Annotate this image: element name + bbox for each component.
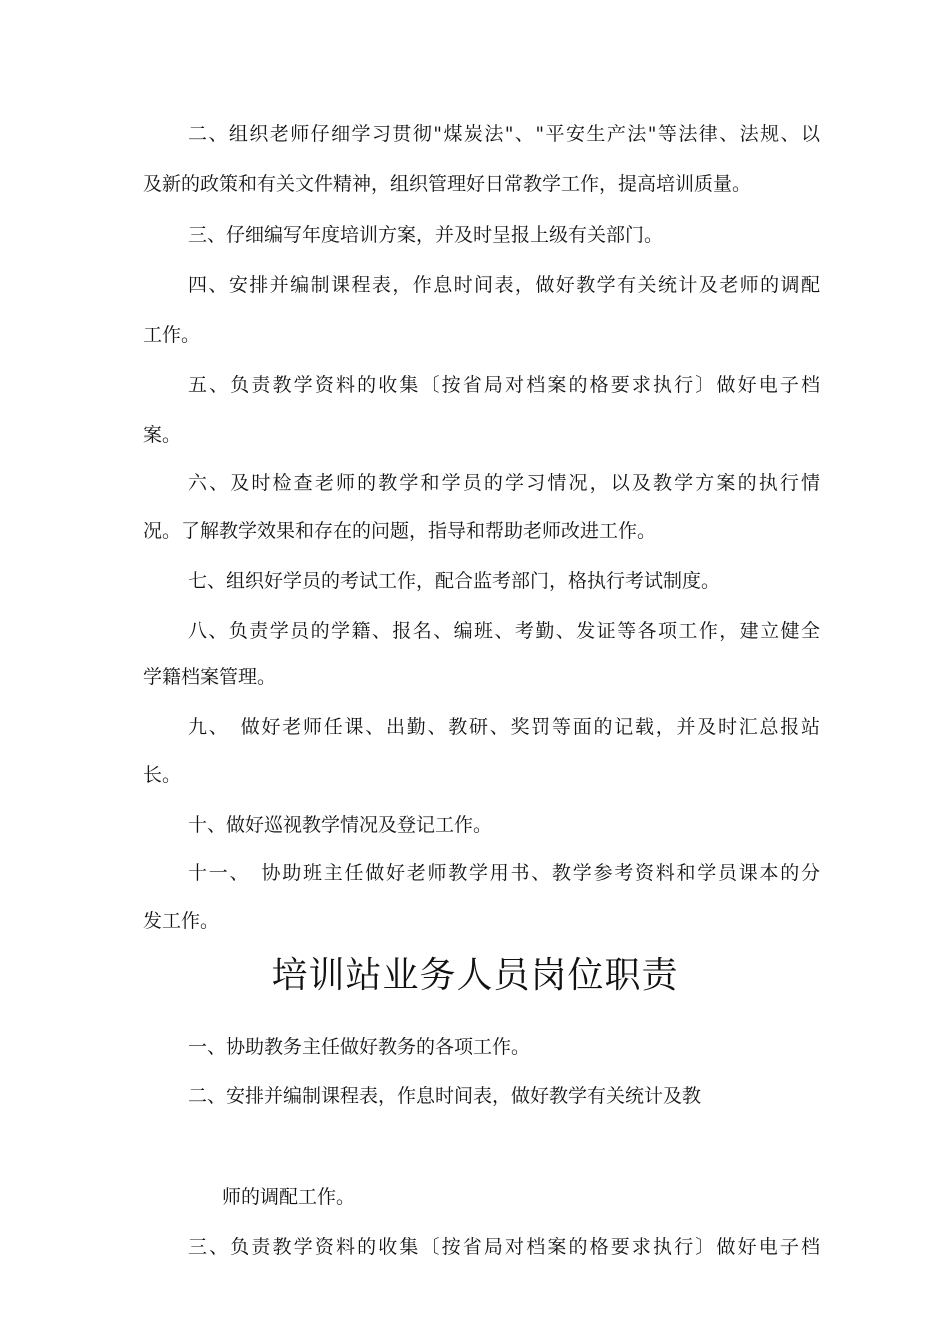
duty-2-line-1: 二、安排并编制课程表，作息时间表，做好教学有关统计及教 [188, 1085, 702, 1107]
section-title: 培训站业务人员岗位职责 [271, 955, 679, 996]
paragraph-6-line-1: 六、及时检查老师的教学和学员的学习情况，以及教学方案的执行情 [188, 472, 820, 494]
paragraph-2-line-1: 二、组织老师仔细学习贯彻"煤炭法"、"平安生产法"等法律、法规、以 [188, 123, 820, 145]
paragraph-4-line-1: 四、安排并编制课程表，作息时间表，做好教学有关统计及老师的调配 [188, 274, 820, 296]
paragraph-2-line-2: 及新的政策和有关文件精神，组织管理好日常教学工作，提高培训质量。 [143, 173, 752, 195]
paragraph-3: 三、仔细编写年度培训方案，并及时呈报上级有关部门。 [188, 224, 664, 246]
paragraph-10: 十、做好巡视教学情况及登记工作。 [188, 814, 493, 836]
duty-3-line-1: 三、负责教学资料的收集〔按省局对档案的格要求执行〕做好电子档 [188, 1236, 820, 1258]
paragraph-9-line-2: 长。 [143, 764, 182, 786]
paragraph-11-line-1: 十一、 协助班主任做好老师教学用书、教学参考资料和学员课本的分 [188, 862, 820, 884]
duty-1: 一、协助教务主任做好教务的各项工作。 [188, 1036, 531, 1058]
paragraph-11-line-2: 发工作。 [143, 910, 220, 932]
paragraph-5-line-1: 五、负责教学资料的收集〔按省局对档案的格要求执行〕做好电子档 [188, 374, 820, 396]
paragraph-4-line-2: 工作。 [143, 324, 201, 346]
paragraph-8-line-2: 学籍档案管理。 [143, 666, 277, 688]
duty-2-line-2: 师的调配工作。 [222, 1186, 356, 1208]
paragraph-5-line-2: 案。 [143, 424, 182, 446]
paragraph-9-line-1: 九、 做好老师任课、出勤、教研、奖罚等面的记载，并及时汇总报站 [188, 716, 820, 738]
paragraph-7: 七、组织好学员的考试工作，配合监考部门，格执行考试制度。 [188, 570, 721, 592]
paragraph-6-line-2: 况。了解教学效果和存在的问题，指导和帮助老师改进工作。 [143, 520, 657, 542]
paragraph-8-line-1: 八、负责学员的学籍、报名、编班、考勤、发证等各项工作，建立健全 [188, 620, 820, 642]
